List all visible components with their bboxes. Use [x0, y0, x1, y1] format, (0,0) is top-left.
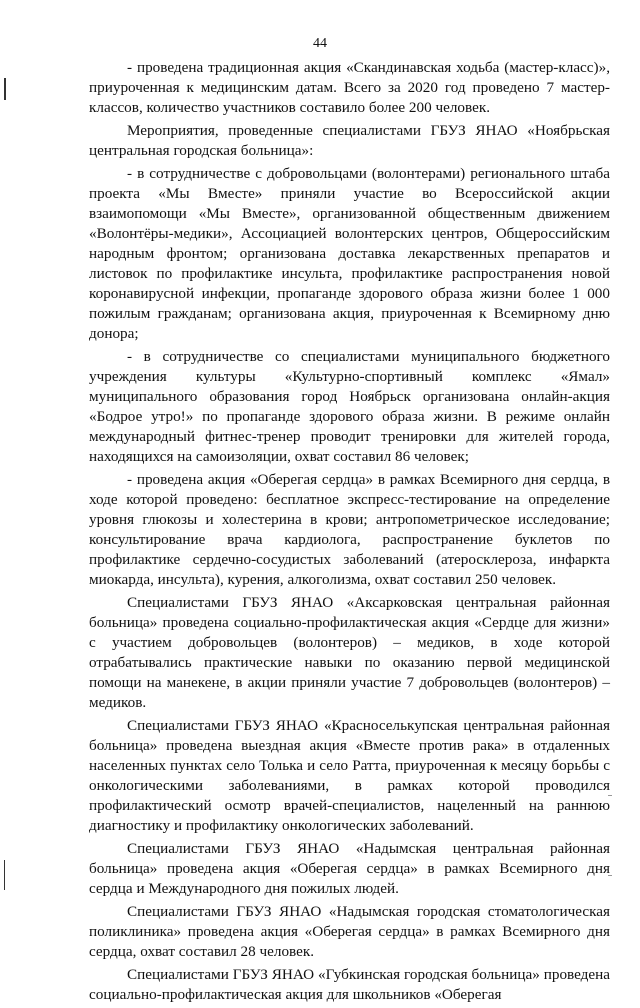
- paragraph: Мероприятия, проведенные специалистами ГБУЗ ЯНАО «Ноябрьская центральная городская больница»:: [89, 122, 610, 159]
- paragraph: Специалистами ГБУЗ ЯНАО «Надымская центральная районная больница» проведена акция «Оберегая сердца» в рамках Всемирного дня сердца и Международного дня пожилых людей.: [89, 840, 610, 897]
- page-number: 44: [313, 36, 327, 51]
- paragraph: Специалистами ГБУЗ ЯНАО «Надымская городская стоматологическая поликлиника» проведена акция «Оберегая сердца» в рамках Всемирного дня сердца, охват составил 28 человек.: [89, 903, 610, 960]
- scan-edge-mark: [4, 78, 6, 100]
- paragraph: Специалистами ГБУЗ ЯНАО «Губкинская городская больница» проведена социально-профилактическая акция для школьников «Оберегая: [89, 966, 610, 1003]
- paragraph: - проведена акция «Оберегая сердца» в рамках Всемирного дня сердца, в ходе которой проведено: бесплатное экспресс-тестирование на определение уровня глюкозы и холестерина в крови; антропометрическое исследование; консультирование врача кардиолога, распространение буклетов по профилактике сердечно-сосудистых заболеваний (атеросклероза, инфаркта миокарда, инсульта), курения, алкоголизма, охват составил 250 человек.: [89, 471, 610, 588]
- paragraph: - в сотрудничестве со специалистами муниципального бюджетного учреждения культуры «Культурно-спортивный комплекс «Ямал» муниципального образования город Ноябрьск организована онлайн-акция «Бодрое утро!» по пропаганде здорового образа жизни. В режиме онлайн международный фитнес-тренер проводит тренировки для жителей города, находящихся на самоизоляции, охват составил 86 человек;: [89, 348, 610, 465]
- paragraph: - в сотрудничестве с добровольцами (волонтерами) регионального штаба проекта «Мы Вместе» приняли участие во Всероссийской акции взаимопомощи «Мы Вместе», организованной общественным движением «Волонтёры-медики», Ассоциацией волонтерских центров, Общероссийским народным фронтом; организована доставка лекарственных препаратов и листовок по профилактике инсульта, профилактике распространения новой коронавирусной инфекции, пропаганде здорового образа жизни более 1 000 пожилым гражданам; организована акция, приуроченная к Всемирному дню донора;: [89, 165, 610, 342]
- scan-edge-mark: [4, 860, 5, 890]
- paragraph: Специалистами ГБУЗ ЯНАО «Красноселькупская центральная районная больница» проведена выездная акция «Вместе против рака» в отдаленных населенных пунктах село Толька и село Ратта, приуроченная к месяцу борьбы с онкологическими заболеваниями, в рамках которой проводился профилактический осмотр врачей-специалистов, нацеленный на раннюю диагностику и профилактику онкологических заболеваний.: [89, 717, 610, 834]
- paragraph: Специалистами ГБУЗ ЯНАО «Аксарковская центральная районная больница» проведена социально-профилактическая акция «Сердце для жизни» с участием добровольцев (волонтеров) – медиков, в ходе которой отрабатывались практические навыки по оказанию первой медицинской помощи на манекене, в акции приняли участие 7 добровольцев (волонтеров) – медиков.: [89, 594, 610, 711]
- document-body: [89, 58, 610, 1008]
- paragraph: - проведена традиционная акция «Скандинавская ходьба (мастер-класс)», приуроченная к медицинским датам. Всего за 2020 год проведено 7 мастер-классов, количество участников составило более 200 человек.: [89, 59, 610, 116]
